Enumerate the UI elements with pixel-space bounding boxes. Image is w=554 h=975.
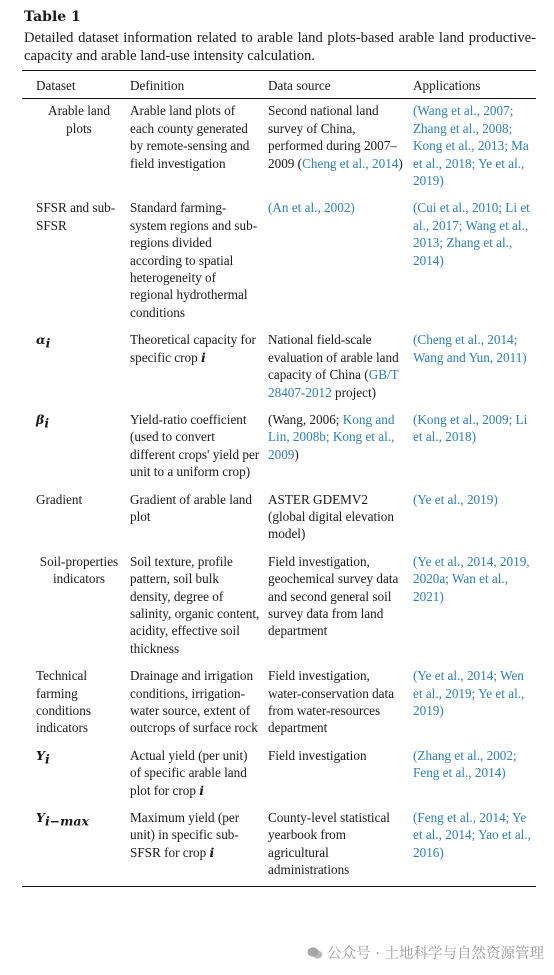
header-applications: Applications: [413, 78, 481, 93]
cell-definition: Gradient of arable land plot: [130, 491, 252, 524]
source-tail: ): [398, 155, 403, 171]
cell-dataset: Gradient: [36, 491, 83, 507]
cell-applications[interactable]: (Feng et al., 2014; Ye et al., 2014; Yao et al., 2016): [413, 810, 531, 860]
table-row: [22, 488, 536, 550]
cell-applications[interactable]: (Ye et al., 2019): [413, 491, 498, 507]
cell-definition: Arable land plots of each county generated by remote-sensing and field investigation: [130, 103, 250, 171]
yield-symbol: Y: [36, 747, 45, 763]
header-definition: Definition: [130, 78, 185, 93]
cell-source: Field investigation, geochemical survey data and second general soil survey data from land department: [268, 553, 399, 639]
source-tail: ): [294, 446, 299, 462]
definition-text: Maximum yield (per unit) in specific sub-SFSR for crop: [130, 810, 240, 860]
header-row: [22, 71, 536, 99]
source-citation-link[interactable]: Cheng et al., 2014: [302, 155, 399, 171]
max-yield-subscript: i−max: [44, 813, 89, 829]
cell-source: [264, 408, 409, 488]
cell-definition: Soil texture, profile pattern, soil bulk density, degree of salinity, organic content, acidity, effective soil thickness: [130, 553, 260, 656]
cell-applications[interactable]: (Wang et al., 2007; Zhang et al., 2008; Kong et al., 2013; Ma et al., 2018; Ye et al., 2019): [413, 103, 529, 189]
table-row: [22, 664, 536, 744]
source-citation-link[interactable]: GB/T 28407-2012: [268, 367, 399, 400]
wechat-icon: [307, 946, 323, 960]
header-data-source: Data source: [268, 78, 331, 93]
table-caption: Detailed dataset information related to arable land plots-based arable land productive-capacity and arable land-use intensity calculation.: [24, 30, 536, 64]
table-label: Table 1: [24, 9, 81, 25]
alpha-symbol: α: [36, 332, 46, 348]
cell-definition: [126, 744, 264, 806]
table-container: [22, 8, 536, 887]
cell-source: County-level statistical yearbook from agricultural administrations: [268, 810, 390, 878]
table-row: [22, 328, 536, 408]
beta-subscript: i: [44, 415, 50, 431]
source-citation-link[interactable]: Kong and Lin, 2008b; Kong et al., 2009: [268, 411, 395, 462]
cell-definition: Yield-ratio coefficient (used to convert different crops' yield per unit to a uniform crop): [130, 411, 260, 480]
source-text: Second national land survey of China, performed during 2007–2009 (: [268, 103, 397, 171]
source-text: (: [268, 200, 273, 216]
cell-dataset: Soil-properties indicators: [39, 553, 119, 587]
table-row: [22, 196, 536, 328]
cell-definition: Standard farming-system regions and sub-regions divided according to spatial heterogeneity of regional hydrothermal conditions: [130, 200, 258, 320]
cell-dataset: [22, 328, 126, 408]
yield-subscript: i: [44, 751, 50, 767]
table-row: [22, 408, 536, 488]
watermark-text: 公众号 · 土地科学与自然资源管理: [327, 946, 544, 962]
crop-symbol: i: [209, 844, 215, 860]
cell-applications[interactable]: (Cui et al., 2010; Li et al., 2017; Wang et al., 2013; Zhang et al., 2014): [413, 200, 530, 268]
cell-applications[interactable]: (Ye et al., 2014; Wen et al., 2019; Ye et al., 2019): [413, 668, 525, 718]
dataset-table: [22, 70, 536, 887]
max-yield-symbol: Y: [36, 810, 45, 826]
cell-source: [264, 196, 409, 328]
cell-applications[interactable]: (Cheng et al., 2014; Wang and Yun, 2011): [413, 332, 527, 365]
cell-dataset: Technical farming conditions indicators: [36, 668, 91, 736]
cell-source: ASTER GDEMV2 (global digital elevation model): [268, 491, 394, 542]
cell-source: [264, 328, 409, 408]
cell-source: Field investigation: [268, 747, 367, 763]
cell-definition: [126, 328, 264, 408]
table-row: [22, 744, 536, 806]
cell-source: Field investigation, water-conservation data from water-resources department: [268, 668, 395, 736]
alpha-subscript: i: [45, 335, 51, 351]
source-tail: ): [350, 200, 355, 216]
cell-definition: [126, 806, 264, 886]
cell-dataset: SFSR and sub-SFSR: [36, 200, 116, 233]
cell-applications[interactable]: (Kong et al., 2009; Li et al., 2018): [413, 411, 528, 445]
source-text: (Wang, 2006;: [268, 411, 343, 427]
beta-symbol: β: [36, 411, 45, 427]
definition-text: Actual yield (per unit) of specific arable land plot for crop: [130, 747, 248, 798]
table-row: [22, 99, 536, 197]
cell-dataset: Arable land plots: [48, 103, 110, 136]
cell-source: [264, 99, 409, 197]
cell-applications[interactable]: (Zhang et al., 2002; Feng et al., 2014): [413, 747, 517, 781]
cell-definition: Drainage and irrigation conditions, irrigation-water source, extent of outcrops of surface rock: [130, 668, 258, 736]
source-citation-link[interactable]: An et al., 2002: [272, 200, 351, 216]
definition-text: Theoretical capacity for specific crop: [130, 332, 256, 365]
source-text: National field-scale evaluation of arable land capacity of China (: [268, 332, 399, 383]
crop-symbol: i: [201, 349, 206, 365]
source-tail: project): [331, 384, 377, 400]
cell-dataset: [22, 408, 126, 488]
watermark: [307, 942, 544, 963]
cell-dataset: [22, 806, 126, 886]
crop-symbol: i: [199, 782, 204, 798]
cell-dataset: [22, 744, 126, 806]
cell-applications[interactable]: (Ye et al., 2014, 2019, 2020a; Wan et al., 2021): [413, 553, 530, 604]
table-row: [22, 550, 536, 664]
table-row: [22, 806, 536, 886]
header-dataset: Dataset: [36, 78, 76, 93]
